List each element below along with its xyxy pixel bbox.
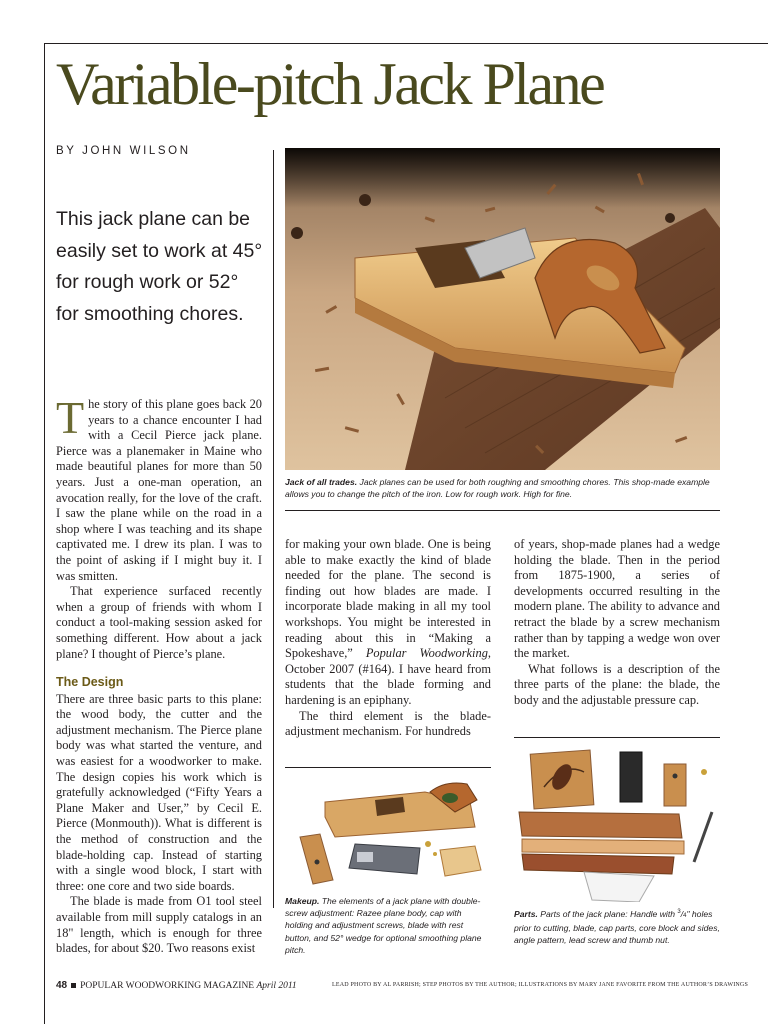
caption-text: Jack planes can be used for both roughing and smoothing chores. This shop-made example allows you to change the pitch of the iron. Low for rough work. High for fine. <box>285 477 710 500</box>
body-paragraph: There are three basic parts to this plane: the wood body, the cutter and the adjustment mechanism. The Pierce plane body was what started the venture, and was easiest for a woodworker to make. The design copies his work which is gratefully acknowledged (“Fifty Years a Plane Maker and User,” by Cecil E. Pierce (Monmouth)). What is different is the method of construction and the blade-holding cap. Instead of starting with a single wood block, I start with three: one core and two side boards. <box>56 691 262 893</box>
makeup-photo <box>285 772 491 892</box>
caption-text: Parts of the jack plane: Handle with <box>537 908 678 919</box>
body-paragraph <box>285 537 491 709</box>
photo-rule <box>285 767 491 768</box>
issue-date: April 2011 <box>256 981 297 991</box>
column-divider <box>273 150 274 908</box>
caption-text: " holes prior to cutting, blade, cap parts, core block and sides, angle pattern, lead screw and thumb nut. <box>514 908 720 946</box>
page-footer <box>56 980 297 991</box>
drop-cap: T <box>56 392 85 443</box>
body-column-1 <box>56 392 262 957</box>
body-paragraph: What follows is a description of the three parts of the plane: the blade, the body and the adjustable pressure cap. <box>514 661 720 707</box>
fraction-numerator: 3 <box>677 909 681 915</box>
caption-lead: Makeup. <box>285 896 320 906</box>
paragraph-text: for making your own blade. One is being able to make exactly the kind of blade needed for the plane. The second is finding out how blades are made. I incorporate blade making in all my tool workshops. You might be interested in reading about this in “Making a Spokeshave,” <box>285 537 491 661</box>
article-title: Variable-pitch Jack Plane <box>56 51 604 117</box>
body-paragraph: The third element is the blade-adjustment mechanism. For hundreds <box>285 708 491 739</box>
photo-credits: LEAD PHOTO BY AL PARRISH; STEP PHOTOS BY THE AUTHOR; ILLUSTRATIONS BY MARY JANE FAVORITE FROM THE AUTHOR’S DRAWINGS <box>332 982 749 988</box>
caption-rule <box>285 510 720 511</box>
article-dek: This jack plane can be easily set to work at 45° for rough work or 52° for smoothing chores. <box>56 208 263 325</box>
body-paragraph: of years, shop-made planes had a wedge holding the blade. Then in the period from 1875-1900, a series of developments occurred resulting in the modern plane. The ability to advance and retract the blade by a screw mechanism rather than by tapping a wedge won over the market. <box>514 537 720 661</box>
publication-name: Popular Woodworking <box>365 646 488 661</box>
parts-photo <box>514 742 720 902</box>
fraction-denominator: 4 <box>683 912 687 919</box>
byline: BY JOHN WILSON <box>56 145 191 157</box>
bullet-square-icon <box>71 983 76 988</box>
body-column-3 <box>514 537 720 709</box>
page-number: 48 <box>56 980 68 991</box>
paragraph-text: he story of this plane goes back 20 years to a chance encounter I had with a Cecil Pierce jack plane. Pierce was a planemaker in Maine who made beautiful planes for more than 50 years. Just a one-man operation, an avocation really, for the love of the craft. I saw the plane while on the road in a shop where I was teaching and its shape captivated me. I drew its plan. I was to the point of asking if I might buy it. I was smitten. <box>56 397 262 583</box>
left-rule <box>44 43 45 1024</box>
parts-caption: Parts. Parts of the jack plane: Handle with $^3$/4" holes prior to cutting, blade, cap parts, core block and sides, angle pattern, lead screw and thumb nut. <box>514 908 720 946</box>
hero-photo <box>285 148 720 470</box>
photo-rule <box>514 737 720 738</box>
makeup-caption <box>285 895 491 956</box>
caption-lead: Parts. <box>514 908 538 919</box>
caption-text: The elements of a jack plane with double-screw adjustment: Razee plane body, cap with holding and adjustment screws, blade with rest button, and 52° wedge for optional smoothing plane pitch. <box>285 896 482 955</box>
caption-lead: Jack of all trades. <box>285 477 358 487</box>
body-column-2 <box>285 537 491 740</box>
hero-caption <box>285 476 715 500</box>
body-paragraph <box>56 392 262 584</box>
body-paragraph: The blade is made from O1 tool steel available from mill supply catalogs in an 18" length, which is enough for three blades, for about $20. Two reasons exist <box>56 894 262 956</box>
magazine-name: POPULAR WOODWORKING MAGAZINE <box>80 981 255 991</box>
section-subhead: The Design <box>56 675 124 690</box>
paragraph-text: , October 2007 (#164). I have heard from students that the blade forming and hardening is an epiphany. <box>285 646 491 707</box>
body-paragraph: That experience surfaced recently when a group of friends with whom I conduct a tool-making session asked for something different. How about a jack plane? I thought of Pierce’s plane. <box>56 584 262 661</box>
